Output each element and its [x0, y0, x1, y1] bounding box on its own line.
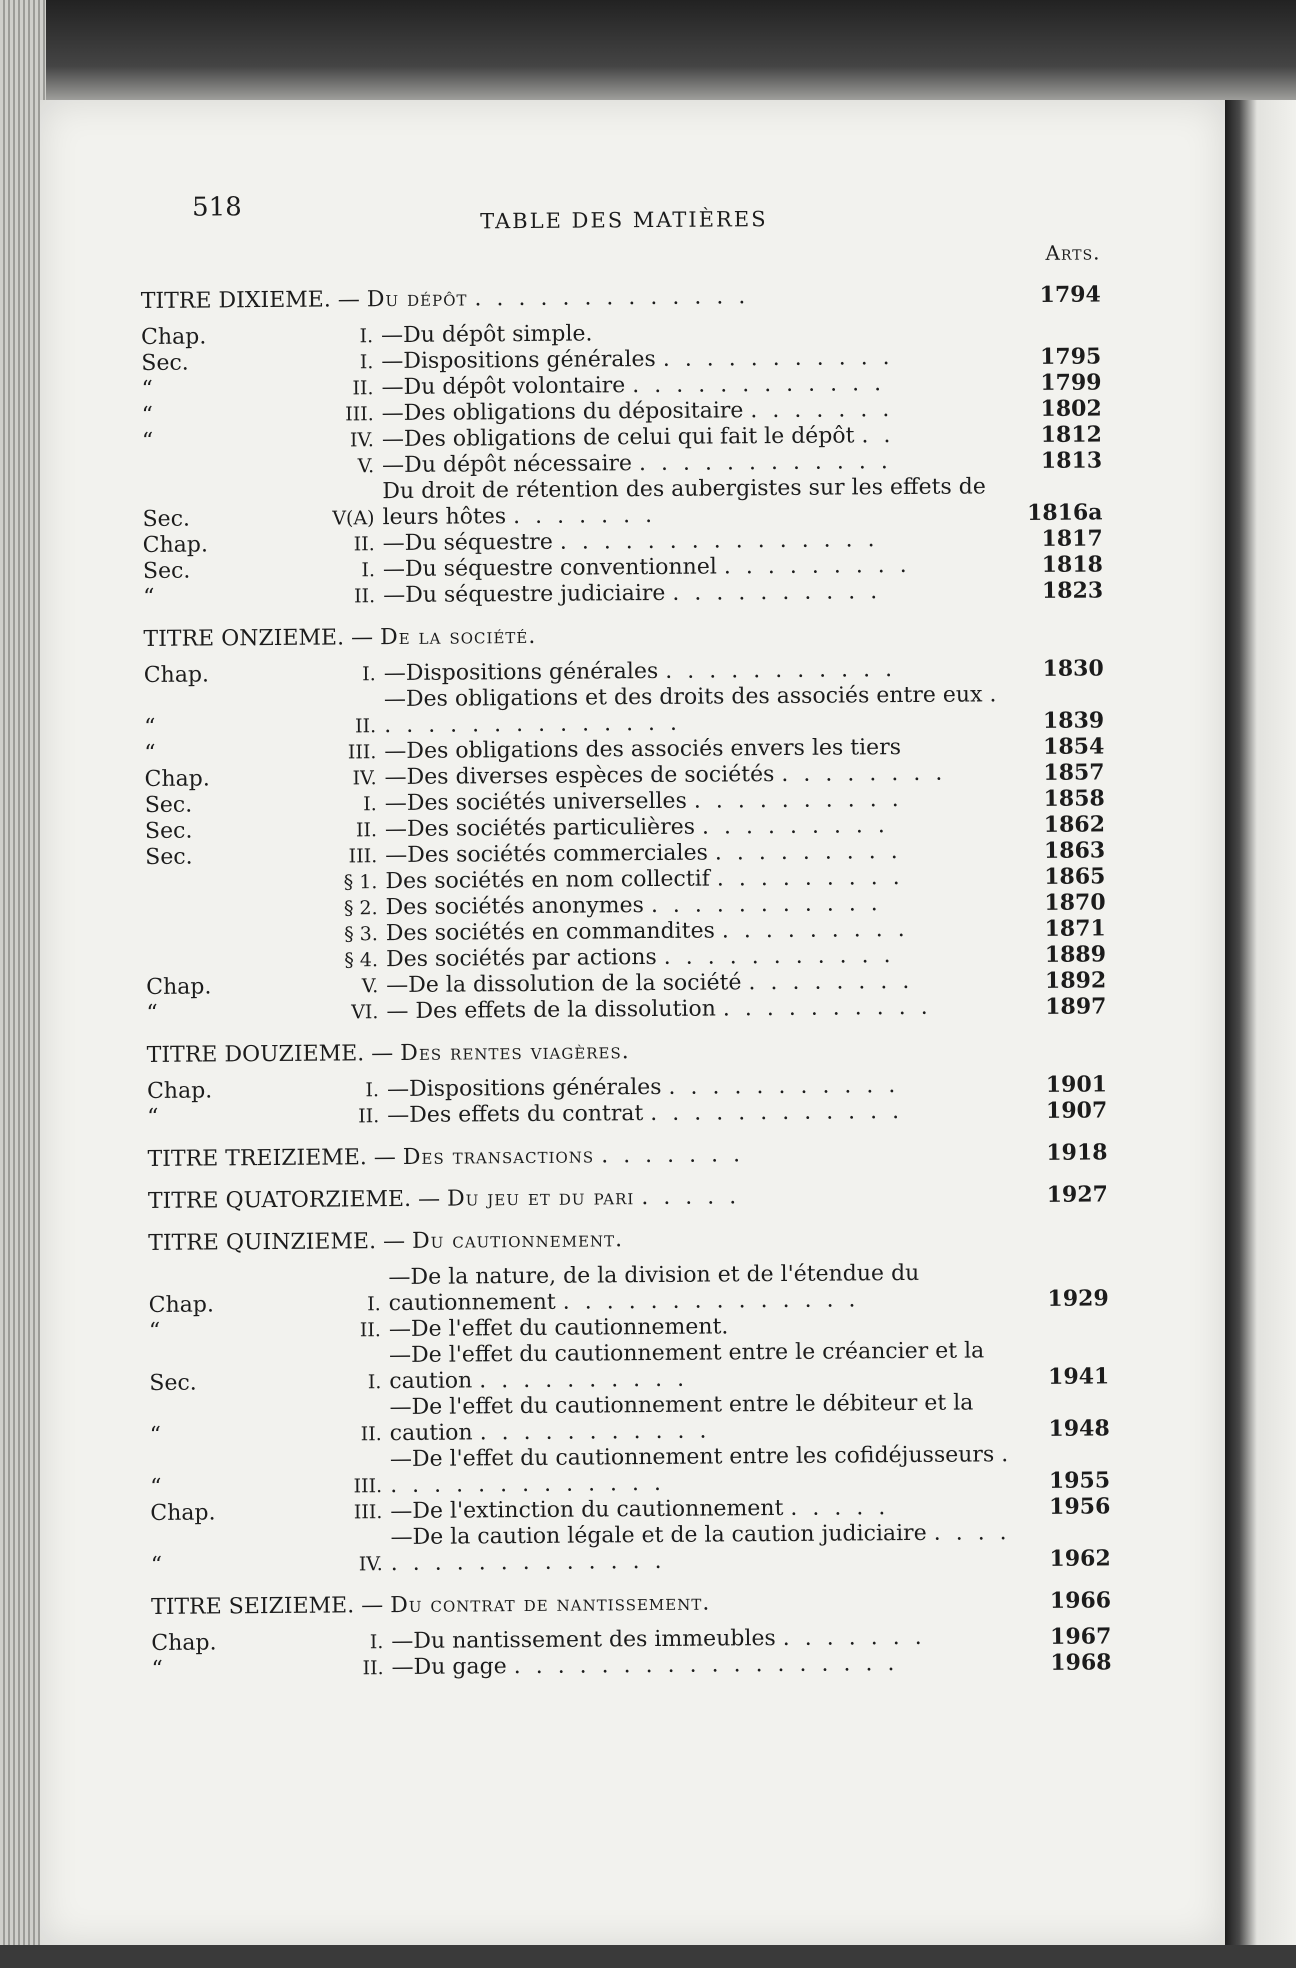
division-number: II. [352, 377, 374, 400]
division-label: “ [144, 714, 156, 740]
article-number: 1862 [1043, 811, 1106, 838]
division-label: Chap. [150, 1500, 216, 1526]
title-separator: — [410, 1186, 448, 1212]
book-top-edge [0, 0, 1296, 110]
toc-entry-row [150, 1441, 1110, 1501]
entry-title: —Des sociétés commerciales [385, 840, 708, 869]
entry-title: —Dispositions générales [386, 1074, 662, 1103]
toc-title-row [143, 619, 1103, 653]
entry-text [390, 1520, 1024, 1577]
entry-text [387, 1098, 1021, 1129]
article-number: 1857 [1043, 759, 1105, 786]
article-number: 1968 [1050, 1649, 1112, 1676]
running-title: TABLE DES MATIÈRES [480, 207, 768, 234]
leader-dots: . . . . . . . . . . . [663, 943, 895, 970]
division-number: III. [347, 741, 377, 764]
division-label: “ [143, 584, 155, 610]
division-label: Chap. [146, 1078, 213, 1104]
leader-dots: . . . . . . . . . . . [665, 657, 897, 684]
entry-title: —Des diverses espèces de sociétés [384, 762, 775, 791]
article-number: 1816a [1026, 499, 1103, 527]
leader-dots: . . . . . . . [782, 1624, 926, 1651]
division-label: “ [148, 1318, 161, 1344]
division-number: III. [348, 845, 378, 868]
toc-title-row [148, 1223, 1108, 1257]
entry-title: —De la dissolution de la société [386, 970, 742, 999]
leader-dots: . . . . . . . . . . . . . . . . . [390, 1520, 1011, 1577]
leader-dots: . . . . . . . . . . . [668, 1073, 900, 1100]
division-label: “ [150, 1552, 163, 1578]
article-number: 1813 [1040, 447, 1103, 474]
division-label: “ [141, 376, 153, 402]
leader-dots: . . . . . . . [601, 1142, 745, 1169]
article-number: 1948 [1048, 1415, 1110, 1442]
leader-dots: . . . . . . . . . [716, 865, 904, 892]
toc-title-text [151, 1588, 1025, 1621]
division-number: I. [367, 1371, 382, 1394]
division-label: Sec. [144, 818, 193, 844]
article-number: 1889 [1044, 941, 1107, 968]
entry-title: —Dispositions générales [381, 346, 656, 375]
article-number: 1927 [1046, 1181, 1108, 1208]
toc-entry-row [144, 681, 1104, 741]
title-label: TITRE ONZIEME. [143, 625, 345, 652]
division-number: I. [369, 1631, 384, 1654]
leader-dots: . . . . . [641, 1184, 741, 1211]
entry-text [389, 1390, 1023, 1447]
division-number: II. [359, 1319, 382, 1342]
entry-text [383, 578, 1017, 609]
article-number: 1854 [1043, 733, 1105, 760]
toc-title-row [151, 1587, 1111, 1621]
division-label: Sec. [149, 1370, 197, 1396]
division-number: I. [363, 793, 377, 816]
title-separator: — [366, 1144, 403, 1171]
toc-entry-row [142, 473, 1102, 533]
leader-dots: . . . . . . . . . . [693, 787, 903, 814]
title-label: TITRE DIXIEME. [140, 287, 331, 314]
title-separator: — [354, 1593, 391, 1619]
article-number: 1802 [1040, 395, 1102, 422]
division-number: III. [353, 1475, 383, 1498]
division-label: Chap. [148, 1292, 215, 1318]
entry-title: —De l'effet du cautionnement entre le débiteur et la caution [389, 1390, 974, 1447]
entry-title: —De l'effet du cautionnement. [388, 1314, 729, 1343]
division-number: I. [359, 325, 374, 348]
article-number: 1818 [1041, 551, 1104, 578]
table-of-contents [141, 281, 1112, 1682]
entry-title: —Du séquestre judiciaire [383, 580, 666, 609]
division-number: III. [345, 403, 374, 426]
entry-title: —Du gage [391, 1654, 507, 1681]
division-number: IV. [358, 1553, 383, 1576]
division-label: “ [144, 740, 156, 766]
entry-title: —Des effets du contrat [387, 1101, 644, 1129]
division-number: II. [355, 715, 377, 738]
leader-dots: . . . . . . . . . [723, 552, 911, 580]
leader-dots: . . . . . . . . . . . . [638, 449, 892, 477]
entry-title: — Des effets de la dissolution [386, 996, 716, 1025]
division-label: “ [151, 1656, 163, 1682]
entry-title: —Des sociétés universelles [384, 788, 687, 817]
entry-title: —De l'effet du cautionnement entre le créancier et la caution [389, 1338, 985, 1395]
division-number: I. [361, 559, 376, 582]
division-label: Chap. [143, 662, 210, 688]
entry-title: —Des sociétés particulières [384, 814, 696, 843]
entry-title: —De l'extinction du cautionnement [390, 1495, 784, 1525]
entry-text [386, 994, 1020, 1025]
title-separator: — [364, 1040, 401, 1067]
title-separator: — [375, 1228, 413, 1255]
division-number: I. [359, 351, 374, 374]
entry-title: —Des obligations des associés envers les tiers [384, 735, 902, 765]
article-number: 1956 [1048, 1493, 1111, 1520]
entry-title: —Du séquestre [382, 529, 553, 557]
entry-title: Des sociétés en commandites [385, 918, 715, 947]
title-subject: Des rentes viagères. [400, 1039, 630, 1066]
leader-dots: . . . . . . . . . . [722, 994, 932, 1022]
title-subject: Du dépôt [366, 286, 468, 313]
toc-title-row [141, 281, 1101, 315]
title-separator: — [343, 625, 381, 651]
article-number: 1955 [1048, 1467, 1111, 1494]
title-label: TITRE TREIZIEME. [147, 1145, 367, 1172]
division-number: II. [358, 1105, 380, 1128]
division-number: II. [355, 819, 378, 842]
division-label: Chap. [146, 974, 212, 1000]
division-number: I. [367, 1293, 381, 1316]
article-number: 1812 [1040, 421, 1103, 448]
articles-column-label: Arts. [1045, 240, 1101, 265]
toc-entry-row [148, 1259, 1108, 1319]
division-number: § 2. [343, 897, 378, 920]
book-gutter [1225, 100, 1296, 1968]
toc-title-text [147, 1036, 1021, 1069]
title-label: TITRE DOUZIEME. [146, 1041, 365, 1068]
division-label: Chap. [144, 766, 210, 792]
article-number: 1871 [1044, 915, 1106, 942]
title-separator: — [330, 287, 367, 313]
division-number: § 1. [343, 871, 378, 894]
toc-title-row [147, 1139, 1107, 1173]
toc-title-text [148, 1182, 1022, 1215]
leader-dots: . . . . . . . . . . . . . [474, 284, 750, 312]
toc-title-row [147, 1035, 1107, 1069]
leader-dots: . . . . . . . . [748, 968, 914, 996]
division-number: IV. [349, 429, 375, 452]
entry-text [382, 474, 1016, 531]
article-number [1022, 1249, 1108, 1250]
leader-dots: . . . . . . . . . . . [662, 345, 894, 372]
division-number: V. [361, 975, 379, 998]
entry-title: —Du dépôt volontaire [381, 373, 626, 401]
division-label: “ [150, 1474, 162, 1500]
article-number: 1799 [1040, 369, 1102, 396]
entry-title: —Du dépôt simple. [381, 321, 593, 349]
entry-title: Des sociétés par actions [385, 944, 657, 973]
leader-dots: . . . . . . . . . [714, 839, 902, 866]
leader-dots: . . . . . . . . . . . [479, 1418, 711, 1446]
leader-dots: . . . . . . . . . . . . . . . . . . [513, 1651, 899, 1680]
page-number: 518 [191, 192, 242, 223]
toc-entry-row [149, 1337, 1109, 1397]
article-number: 1870 [1044, 889, 1106, 916]
entry-text [390, 1442, 1024, 1499]
leader-dots: . . . . . . . . . [701, 813, 889, 840]
article-number: 1941 [1047, 1363, 1110, 1390]
article-number: 1839 [1042, 707, 1105, 734]
division-label: “ [146, 1000, 158, 1026]
entry-title: —Du séquestre conventionnel [382, 554, 717, 583]
entry-title: —De la caution légale et de la caution judiciaire [390, 1520, 927, 1551]
division-label: Sec. [144, 792, 193, 818]
title-label: TITRE SEIZIEME. [150, 1593, 355, 1620]
division-label: “ [141, 428, 154, 454]
title-subject: Du cautionnement. [411, 1227, 624, 1254]
article-number: 1901 [1045, 1071, 1108, 1098]
article-number: 1918 [1046, 1139, 1108, 1166]
article-number: 1966 [1049, 1587, 1112, 1614]
division-number: I. [365, 1079, 380, 1102]
division-number: II. [362, 1657, 384, 1680]
title-label: TITRE QUATORZIEME. [147, 1186, 412, 1214]
division-number: II. [360, 1423, 382, 1446]
article-number: 1929 [1047, 1285, 1109, 1312]
leader-dots: . . . . . . . . [781, 760, 947, 787]
article-number: 1967 [1050, 1623, 1112, 1650]
article-number: 1897 [1045, 993, 1107, 1020]
leader-dots: . . . . . . . . . . [672, 579, 882, 606]
leader-dots: . . . . . . . . . . . [650, 891, 882, 919]
leader-dots: . . . . . . . [750, 397, 894, 424]
article-number: 1795 [1039, 343, 1102, 370]
entry-title: —Du dépôt nécessaire [382, 451, 633, 479]
leader-dots: . . . . . . . . . . . . [632, 371, 886, 399]
article-number: 1962 [1049, 1545, 1111, 1572]
division-number: II. [354, 585, 376, 608]
article-number [1021, 1061, 1107, 1062]
division-label: Sec. [142, 506, 191, 532]
leader-dots: . . . . . . . . . . . . . . . [384, 682, 1001, 739]
title-subject: Du jeu et du pari [446, 1185, 635, 1212]
division-number: I. [362, 663, 376, 686]
book-bottom-edge [0, 1945, 1296, 1968]
leader-dots: . . . . . . . . . . . . [650, 1099, 904, 1127]
leader-dots: . . . . . . . . . . [479, 1366, 689, 1394]
entry-text [389, 1338, 1023, 1395]
entry-title: Du droit de rétention des aubergistes sur les effets de leurs hôtes [382, 474, 986, 531]
entry-text [388, 1260, 1022, 1317]
entry-title: —Des obligations de celui qui fait le dépôt [381, 423, 855, 453]
entry-title: Des sociétés anonymes [385, 893, 644, 921]
leader-dots: . . . . . . . [513, 502, 657, 530]
division-number: § 4. [344, 949, 379, 972]
leader-dots: . . . . . [790, 1495, 890, 1521]
entry-text [384, 682, 1018, 739]
division-number: II. [353, 533, 375, 556]
division-number: IV. [352, 767, 377, 790]
entry-title: —De l'effet du cautionnement entre les cofidéjusseurs [389, 1442, 995, 1473]
article-number: 1907 [1045, 1097, 1108, 1124]
division-label: Chap. [151, 1630, 217, 1656]
article-number [1018, 645, 1104, 646]
article-number: 1823 [1041, 577, 1104, 604]
leader-dots: . . . . . . . . . . . . . . [390, 1442, 1013, 1499]
division-label: Chap. [141, 324, 207, 350]
entry-title: —Des obligations du dépositaire [381, 398, 744, 427]
entry-title: —Dispositions générales [383, 658, 659, 687]
title-label: TITRE QUINZIEME. [148, 1229, 377, 1256]
division-number: III. [353, 1501, 383, 1524]
division-number: § 3. [344, 923, 378, 946]
title-subject: De la société. [379, 623, 537, 651]
entry-title: —Du nantissement des immeubles [391, 1626, 776, 1655]
entry-text [391, 1650, 1025, 1681]
toc-title-text [143, 620, 1017, 653]
article-number: 1817 [1041, 525, 1103, 552]
entry-title: Des sociétés en nom collectif [385, 866, 710, 895]
toc-title-text [147, 1140, 1021, 1173]
article-number: 1865 [1044, 863, 1106, 890]
article-number: 1863 [1043, 837, 1106, 864]
division-label: Sec. [141, 350, 189, 376]
article-number: 1892 [1044, 967, 1107, 994]
page-content [140, 187, 1112, 1682]
title-subject: Du contrat de nantissement. [390, 1590, 711, 1619]
leader-dots: . . . . . . . . . . . . . . [562, 1287, 860, 1315]
article-number: 1858 [1043, 785, 1105, 812]
toc-entry-row [149, 1389, 1109, 1449]
article-number: 1794 [1039, 281, 1101, 308]
leader-dots: . . [861, 423, 895, 449]
division-label: “ [149, 1422, 162, 1448]
division-label: “ [141, 402, 154, 428]
toc-title-text [148, 1224, 1022, 1257]
toc-title-row [148, 1181, 1108, 1215]
article-number: 1830 [1042, 655, 1104, 682]
division-number: V(A) [332, 507, 375, 530]
division-label: Chap. [142, 532, 209, 558]
title-subject: Des transactions [402, 1143, 595, 1170]
division-number: VI. [351, 1001, 379, 1024]
page-header [140, 187, 1100, 247]
leader-dots: . . . . . . . . . . . . . . . [559, 527, 879, 555]
toc-entry-row [150, 1519, 1110, 1579]
division-label: Sec. [142, 558, 191, 584]
leader-dots: . . . . . . . . . [721, 916, 909, 944]
entry-title: —De la nature, de la division et de l'étendue du cautionnement [388, 1260, 920, 1317]
division-label: “ [147, 1104, 159, 1130]
division-number: V. [357, 455, 375, 478]
entry-title: —Des obligations et des droits des associés entre eux [383, 682, 983, 713]
division-label: Sec. [145, 844, 193, 870]
toc-title-text [141, 282, 1015, 315]
